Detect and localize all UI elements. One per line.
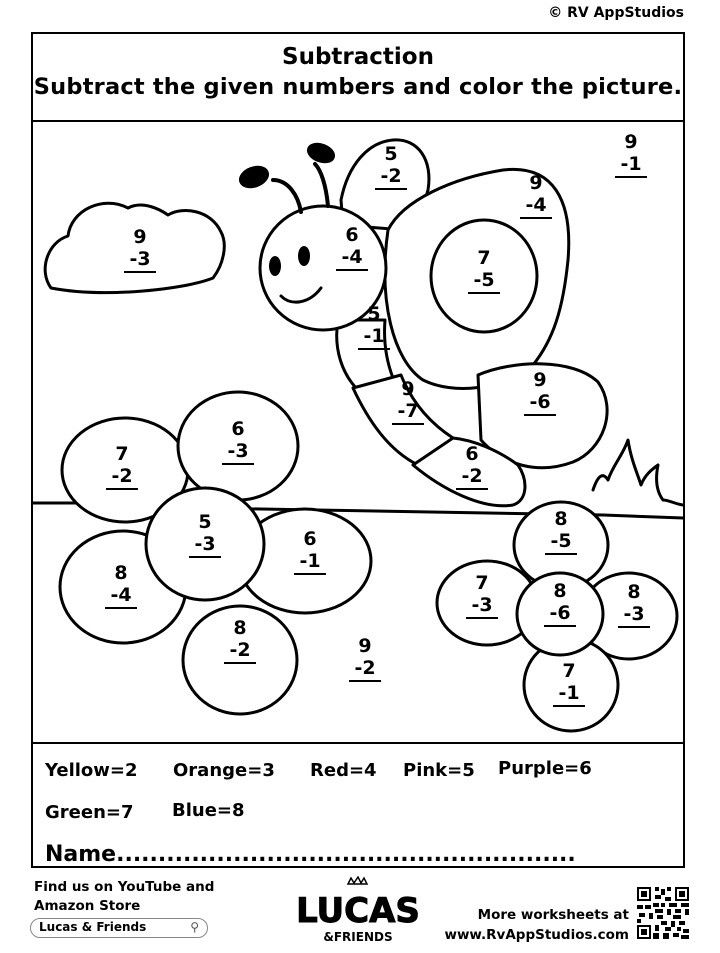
problem-label: 8 -4 [96,562,146,609]
butterfly-eye-left [269,256,281,276]
search-text: Lucas & Friends [39,920,147,934]
problem-label: 5 -3 [180,511,230,558]
problem-label: 8 -6 [535,580,585,627]
problem-label: 6 -1 [285,528,335,575]
worksheet-title: Subtraction [282,44,434,70]
footer-more-worksheets [444,905,629,945]
problem-label: 7 -1 [544,660,594,707]
worksheet-header [33,34,683,122]
find-us-line-2: Amazon Store [34,898,141,914]
worksheet [31,32,685,868]
coloring-picture [33,120,683,742]
problem-label: 9 -6 [515,369,565,416]
problem-label: 9 -2 [340,635,390,682]
problem-label: 7 -3 [457,572,507,619]
color-key-green: Green=7 [45,802,134,823]
butterfly-eye-right [298,246,310,266]
problem-label: 6 -4 [327,224,377,271]
copyright-notice: © RV AppStudios [548,5,684,21]
problem-label: 8 -3 [609,581,659,628]
color-key-orange: Orange=3 [173,760,275,781]
find-us-line-1: Find us on YouTube and [34,879,215,895]
worksheet-instructions: Subtract the given numbers and color the picture. [33,74,683,100]
problem-label: 7 -5 [459,247,509,294]
qr-code-icon [637,887,689,939]
problem-label: 9 -7 [383,378,433,425]
color-key-blue: Blue=8 [172,800,245,821]
footer-find-us [34,878,214,916]
search-box[interactable] [30,918,208,938]
problem-label: 9 -1 [606,131,656,178]
grass-tuft [593,440,683,505]
antenna-right [315,164,328,206]
color-key-yellow: Yellow=2 [45,760,138,781]
color-key-red: Red=4 [310,760,377,781]
problem-label: 9 -3 [115,226,165,273]
problem-label: 7 -2 [97,443,147,490]
name-field[interactable]: Name....................................................... [45,842,576,867]
website-link[interactable]: www.RvAppStudios.com [444,927,629,943]
problem-label: 6 -2 [447,443,497,490]
search-icon: ⚲ [190,920,199,934]
color-key [33,742,683,868]
problem-label: 6 -3 [213,418,263,465]
svg-text:LUCAS: LUCAS [296,891,420,931]
svg-text:&FRIENDS: &FRIENDS [323,930,393,944]
problem-label: 8 -5 [536,508,586,555]
problem-label: 5 -2 [366,143,416,190]
antenna-left [273,180,301,212]
lucas-friends-logo [296,876,420,946]
problem-label: 8 -2 [215,617,265,664]
color-key-pink: Pink=5 [403,760,475,781]
problem-label: 5 -1 [349,303,399,350]
problem-label: 9 -4 [511,172,561,219]
color-key-purple: Purple=6 [498,758,592,779]
more-worksheets-text: More worksheets at [477,907,629,923]
